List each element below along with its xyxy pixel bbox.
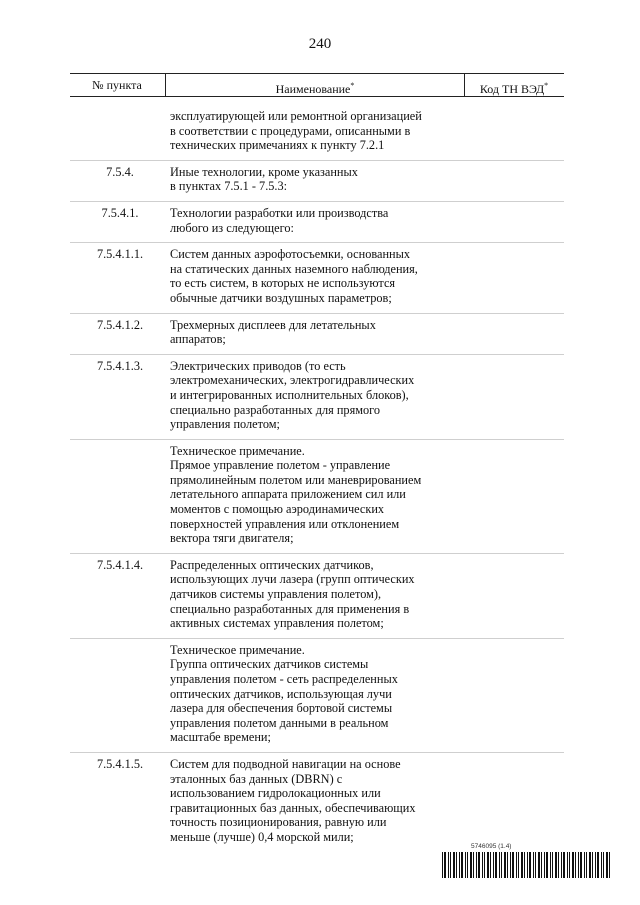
- row-text: [170, 444, 460, 546]
- table-row: [70, 201, 564, 242]
- row-text-line: управления полетом - сеть распределенных: [170, 672, 398, 686]
- header-code-column: [464, 74, 564, 96]
- row-text-line: в пунктах 7.5.1 - 7.5.3:: [170, 179, 288, 194]
- row-text-line: оптических датчиков, использующая лучи: [170, 686, 392, 701]
- row-number: 7.5.4.1.2.: [96, 317, 144, 332]
- row-text-line: вектора тяги двигателя;: [170, 531, 294, 546]
- table-row: [70, 439, 564, 553]
- table-row: [70, 313, 564, 354]
- row-text-line: прямолинейным полетом или маневрированием: [170, 472, 422, 487]
- page-number: 240: [308, 36, 332, 52]
- row-text-line: управления полетом;: [170, 417, 280, 432]
- row-text-line: моментов с помощью аэродинамических: [170, 502, 385, 517]
- row-text: [170, 757, 460, 845]
- row-text: [170, 247, 460, 305]
- row-text-line: использованием гидролокационных или: [170, 786, 381, 801]
- row-text-line: обычные датчики воздушных параметров;: [170, 290, 392, 305]
- row-text-line: меньше (лучше) 0,4 морской мили;: [170, 829, 354, 844]
- row-text: [170, 643, 460, 745]
- table-header: [70, 73, 564, 97]
- row-number: 7.5.4.1.5.: [96, 756, 144, 771]
- row-text-line: эксплуатирующей или ремонтной организацией: [170, 109, 422, 123]
- header-code-footnote-mark: *: [544, 81, 549, 90]
- row-text-line: Техническое примечание.: [170, 443, 305, 458]
- row-text-line: на статических данных наземного наблюдения,: [170, 261, 418, 276]
- table-row: [70, 160, 564, 201]
- row-text-line: Систем для подводной навигации на основе: [170, 756, 401, 771]
- row-number: [70, 444, 170, 546]
- row-text-line: Электрических приводов (то есть: [170, 358, 346, 373]
- row-number: [70, 109, 170, 153]
- table-row: [70, 638, 564, 752]
- row-text: [170, 206, 460, 235]
- row-text-line: любого из следующего:: [170, 220, 294, 235]
- row-number: 7.5.4.1.4.: [96, 557, 144, 572]
- row-text: [170, 109, 460, 153]
- row-text: [170, 165, 460, 194]
- header-name-column: [165, 74, 465, 96]
- row-text-line: Распределенных оптических датчиков,: [170, 557, 374, 572]
- row-text-line: технических примечаниях к пункту 7.2.1: [170, 138, 385, 153]
- row-text-line: датчиков системы управления полетом),: [170, 587, 382, 602]
- row-number: 7.5.4.: [106, 164, 134, 179]
- row-text-line: поверхностей управления или отклонением: [170, 516, 400, 531]
- row-text-line: управления полетом данными в реальном: [170, 715, 389, 730]
- table-body: [70, 105, 564, 852]
- row-text-line: использующих лучи лазера (групп оптических: [170, 572, 415, 587]
- row-text: [170, 359, 460, 432]
- barcode-image: [442, 852, 612, 878]
- row-number: 7.5.4.1.: [101, 205, 139, 220]
- barcode-label: 5746095 (1.4): [471, 843, 512, 850]
- table-row: [70, 242, 564, 312]
- header-code-label: Код ТН ВЭД: [479, 82, 545, 96]
- row-text: [170, 318, 460, 347]
- row-text-line: эталонных баз данных (DBRN) с: [170, 771, 343, 786]
- row-text-line: Иные технологии, кроме указанных: [170, 164, 358, 179]
- table-row: [70, 553, 564, 638]
- row-text-line: точность позиционирования, равную или: [170, 815, 387, 830]
- row-text-line: Техническое примечание.: [170, 642, 305, 657]
- row-text: [170, 558, 460, 631]
- row-number: 7.5.4.1.1.: [96, 247, 144, 262]
- table-row: [70, 752, 564, 852]
- row-text-line: в соответствии с процедурами, описанными в: [170, 123, 411, 138]
- row-number: 7.5.4.1.3.: [96, 358, 144, 373]
- table-row: [70, 105, 564, 160]
- row-number: [70, 643, 170, 745]
- row-text-line: аппаратов;: [170, 332, 226, 347]
- row-text-line: гравитационных баз данных, обеспечивающих: [170, 800, 416, 815]
- row-text-line: Технологии разработки или производства: [170, 205, 389, 220]
- row-text-line: летательного аппарата приложением сил или: [170, 487, 406, 502]
- row-text-line: активных системах управления полетом;: [170, 616, 384, 631]
- row-text-line: и интегрированных исполнительных блоков),: [170, 387, 409, 402]
- row-text-line: электромеханических, электрогидравлических: [170, 373, 415, 388]
- header-name-label: Наименование: [275, 82, 351, 96]
- header-name-footnote-mark: *: [350, 81, 355, 90]
- row-text-line: масштабе времени;: [170, 730, 271, 745]
- row-text-line: Систем данных аэрофотосъемки, основанных: [170, 247, 411, 262]
- row-text-line: специально разработанных для применения в: [170, 601, 410, 616]
- row-text-line: Группа оптических датчиков системы: [170, 657, 369, 672]
- row-text-line: Прямое управление полетом - управление: [170, 458, 391, 473]
- row-text-line: то есть систем, в которых не используются: [170, 276, 396, 291]
- row-text-line: лазера для обеспечения бортовой системы: [170, 701, 393, 716]
- row-text-line: Трехмерных дисплеев для летательных: [170, 317, 376, 332]
- header-number-column: № пункта: [92, 78, 142, 92]
- row-text-line: специально разработанных для прямого: [170, 402, 381, 417]
- table-row: [70, 354, 564, 439]
